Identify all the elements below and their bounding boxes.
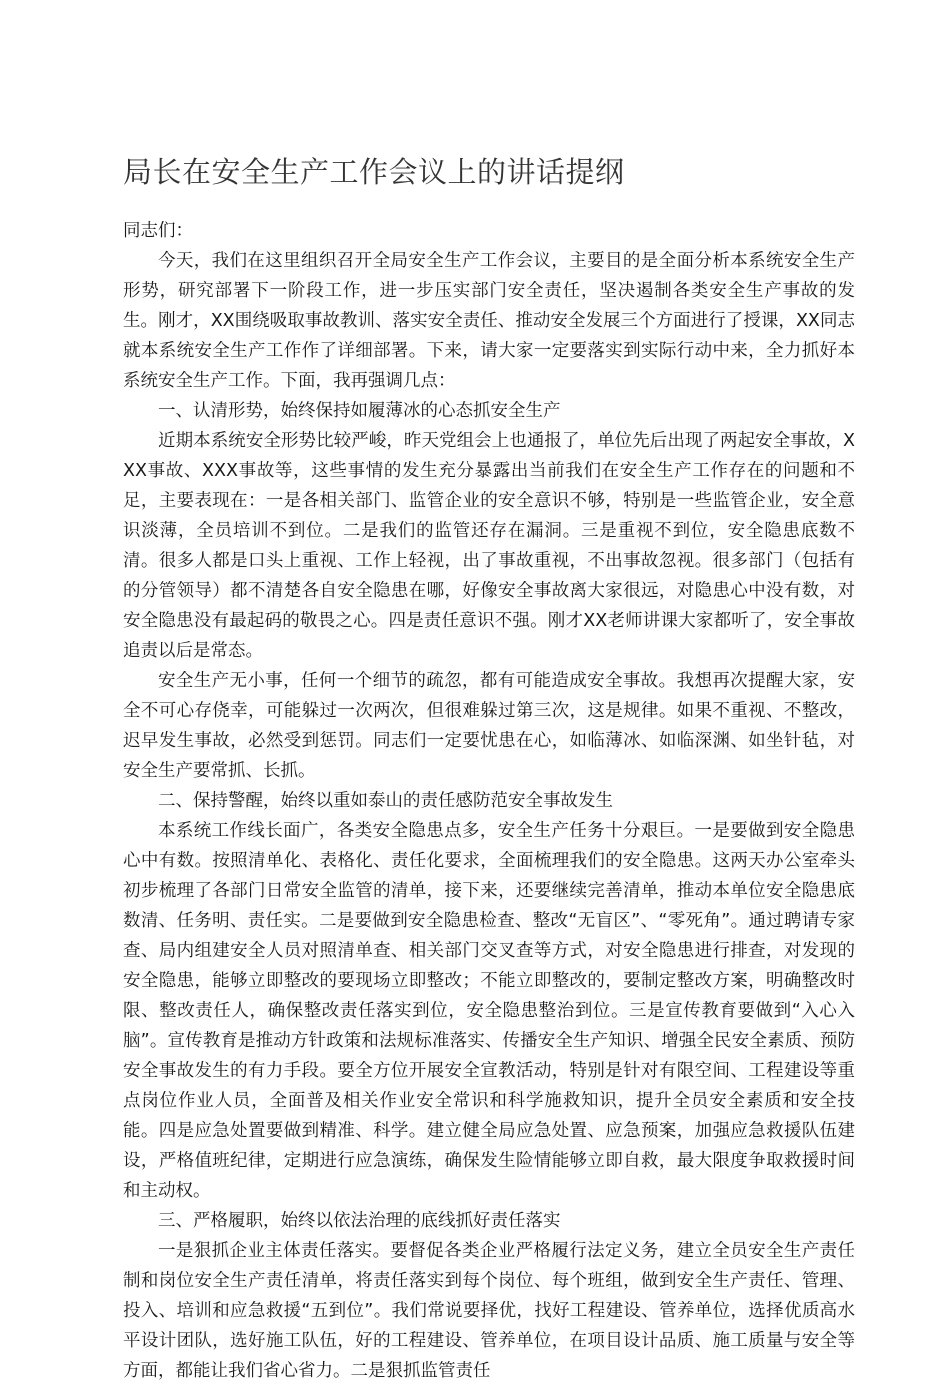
paragraph-reminder: 安全生产无小事，任何一个细节的疏忽，都有可能造成安全事故。我想再次提醒大家，安全不可心存侥幸，可能躲过一次两次，但很难躲过第三次，这是规律。如果不重视、不整改，迟早发生事故，必然受到惩罚。同志们一定要忧患在心，如临薄冰、如临深渊、如坐针毡，对安全生产要常抓、长抓。 <box>123 671 855 781</box>
section-heading-1: 一、认清形势，始终保持如履薄冰的心态抓安全生产 <box>158 401 561 421</box>
section-heading-3: 三、严格履职，始终以依法治理的底线抓好责任落实 <box>158 1211 561 1231</box>
section-heading-2: 二、保持警醒，始终以重如泰山的责任感防范安全事故发生 <box>158 791 613 811</box>
document-page <box>123 150 855 1386</box>
salutation: 同志们： <box>123 221 193 241</box>
document-title: 局长在安全生产工作会议上的讲话提纲 <box>123 155 625 189</box>
paragraph-intro: 今天，我们在这里组织召开全局安全生产工作会议，主要目的是全面分析本系统安全生产形势，研究部署下一阶段工作，进一步压实部门安全责任，坚决遏制各类安全生产事故的发生。刚才，XX围绕吸取事故教训、落实安全责任、推动安全发展三个方面进行了授课，XX同志就本系统安全生产工作作了详细部署。下来，请大家一定要落实到实际行动中来，全力抓好本系统安全生产工作。下面，我再强调几点： <box>123 251 855 391</box>
paragraph-situation: 近期本系统安全形势比较严峻，昨天党组会上也通报了，单位先后出现了两起安全事故，XXX事故、XXX事故等，这些事情的发生充分暴露出当前我们在安全生产工作存在的问题和不足，主要表现在：一是各相关部门、监管企业的安全意识不够，特别是一些监管企业，安全意识淡薄，全员培训不到位。二是我们的监管还存在漏洞。三是重视不到位，安全隐患底数不清。很多人都是口头上重视、工作上轻视，出了事故重视，不出事故忽视。很多部门（包括有的分管领导）都不清楚各自安全隐患在哪，好像安全事故离大家很远，对隐患心中没有数，对安全隐患没有最起码的敬畏之心。四是责任意识不强。刚才XX老师讲课大家都听了，安全事故追责以后是常态。 <box>123 431 855 661</box>
paragraph-prevention: 本系统工作线长面广，各类安全隐患点多，安全生产任务十分艰巨。一是要做到安全隐患心中有数。按照清单化、表格化、责任化要求，全面梳理我们的安全隐患。这两天办公室牵头初步梳理了各部门日常安全监管的清单，接下来，还要继续完善清单，推动本单位安全隐患底数清、任务明、责任实。二是要做到安全隐患检查、整改“无盲区”、“零死角”。通过聘请专家查、局内组建安全人员对照清单查、相关部门交叉查等方式，对安全隐患进行排查，对发现的安全隐患，能够立即整改的要现场立即整改；不能立即整改的，要制定整改方案，明确整改时限、整改责任人，确保整改责任落实到位，安全隐患整治到位。三是宣传教育要做到“入心入脑”。宣传教育是推动方针政策和法规标准落实、传播安全生产知识、增强全民安全素质、预防安全事故发生的有力手段。要全方位开展安全宣教活动，特别是针对有限空间、工程建设等重点岗位作业人员，全面普及相关作业安全常识和科学施救知识，提升全员安全素质和安全技能。四是应急处置要做到精准、科学。建立健全局应急处置、应急预案，加强应急救援队伍建设，严格值班纪律，定期进行应急演练，确保发生险情能够立即自救，最大限度争取救援时间和主动权。 <box>123 821 855 1201</box>
paragraph-responsibility: 一是狠抓企业主体责任落实。要督促各类企业严格履行法定义务，建立全员安全生产责任制和岗位安全生产责任清单，将责任落实到每个岗位、每个班组，做到安全生产责任、管理、投入、培训和应急救援“五到位”。我们常说要择优，找好工程建设、管养单位，选择优质高水平设计团队，选好施工队伍，好的工程建设、管养单位，在项目设计品质、施工质量与安全等方面，都能让我们省心省力。二是狠抓监管责任 <box>123 1241 855 1381</box>
